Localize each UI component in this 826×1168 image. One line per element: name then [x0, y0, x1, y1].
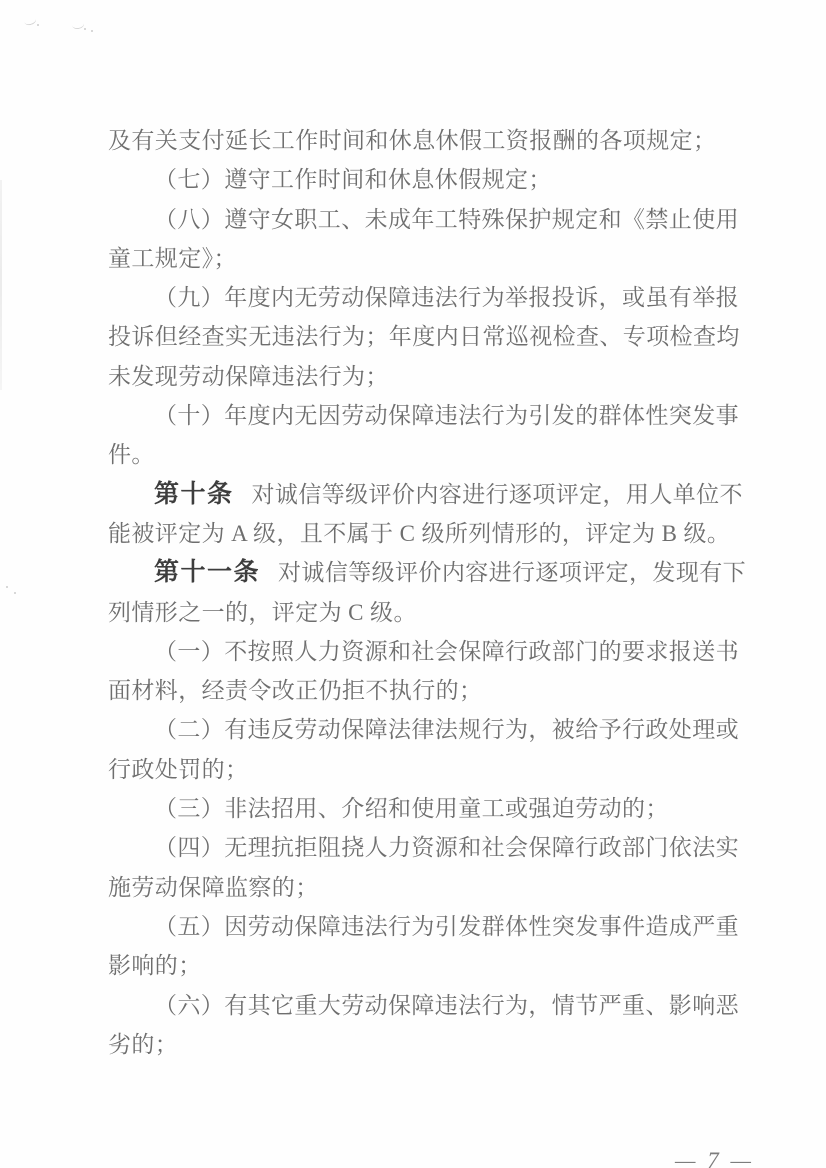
text-line: 能被评定为 A 级，且不属于 C 级所列情形的，评定为 B 级。	[108, 520, 731, 546]
text-line: 童工规定》；	[108, 245, 237, 271]
text-line: （九）年度内无劳动保障违法行为举报投诉，或虽有举报	[154, 285, 739, 311]
text-line: （六）有其它重大劳动保障违法行为，情节严重、影响恶	[154, 992, 739, 1018]
article-number: 第十条	[154, 479, 234, 508]
page-number: — 7 —	[675, 1148, 754, 1168]
page-footer	[640, 1122, 754, 1168]
scan-artifact	[84, 28, 86, 30]
text-line: （七）遵守工作时间和休息休假规定；	[154, 167, 552, 193]
text-line: 及有关支付延长工作时间和休息休假工资报酬的各项规定；	[108, 128, 717, 153]
text-line: 投诉但经查实无违法行为；年度内日常巡视检查、专项检查均	[108, 324, 740, 350]
text-line: 未发现劳动保障违法行为；	[108, 363, 389, 389]
text-line: 劣的；	[108, 1031, 179, 1057]
scan-artifact	[14, 592, 16, 594]
text-line: （二）有违反劳动保障法律法规行为，被给予行政处理或	[154, 717, 739, 743]
text-line: 第十条 对诚信等级评价内容进行逐项评定，用人单位不	[154, 479, 743, 508]
document-text	[108, 121, 752, 1064]
text-line: （一）不按照人力资源和社会保障行政部门的要求报送书	[154, 638, 739, 664]
text-line: 行政处罚的；	[108, 756, 249, 782]
text-line: 面材料，经责令改正仍拒不执行的；	[108, 678, 483, 704]
scan-artifact	[23, 15, 37, 27]
text-line: （四）无理抗拒阻挠人力资源和社会保障行政部门依法实	[154, 835, 739, 861]
scan-artifact	[91, 30, 93, 32]
text-line: 施劳动保障监察的；	[108, 874, 319, 900]
text-line: 列情形之一的，评定为 C 级。	[108, 599, 417, 625]
text-line: （十）年度内无因劳动保障违法行为引发的群体性突发事	[154, 403, 739, 429]
scan-artifact	[37, 24, 39, 26]
scan-artifact	[71, 19, 84, 30]
text-line: （八）遵守女职工、未成年工特殊保护规定和《禁止使用	[154, 206, 739, 232]
text-line: 件。	[108, 442, 155, 468]
scan-artifact	[6, 586, 8, 588]
article-number: 第十一条	[154, 558, 261, 587]
text-line: 第十一条 对诚信等级评价内容进行逐项评定，发现有下	[154, 558, 747, 587]
text-line: 影响的；	[108, 953, 202, 979]
text-line: （三）非法招用、介绍和使用童工或强迫劳动的；	[154, 796, 669, 822]
scan-edge-shadow	[0, 180, 2, 390]
text-line: （五）因劳动保障违法行为引发群体性突发事件造成严重	[154, 913, 739, 939]
